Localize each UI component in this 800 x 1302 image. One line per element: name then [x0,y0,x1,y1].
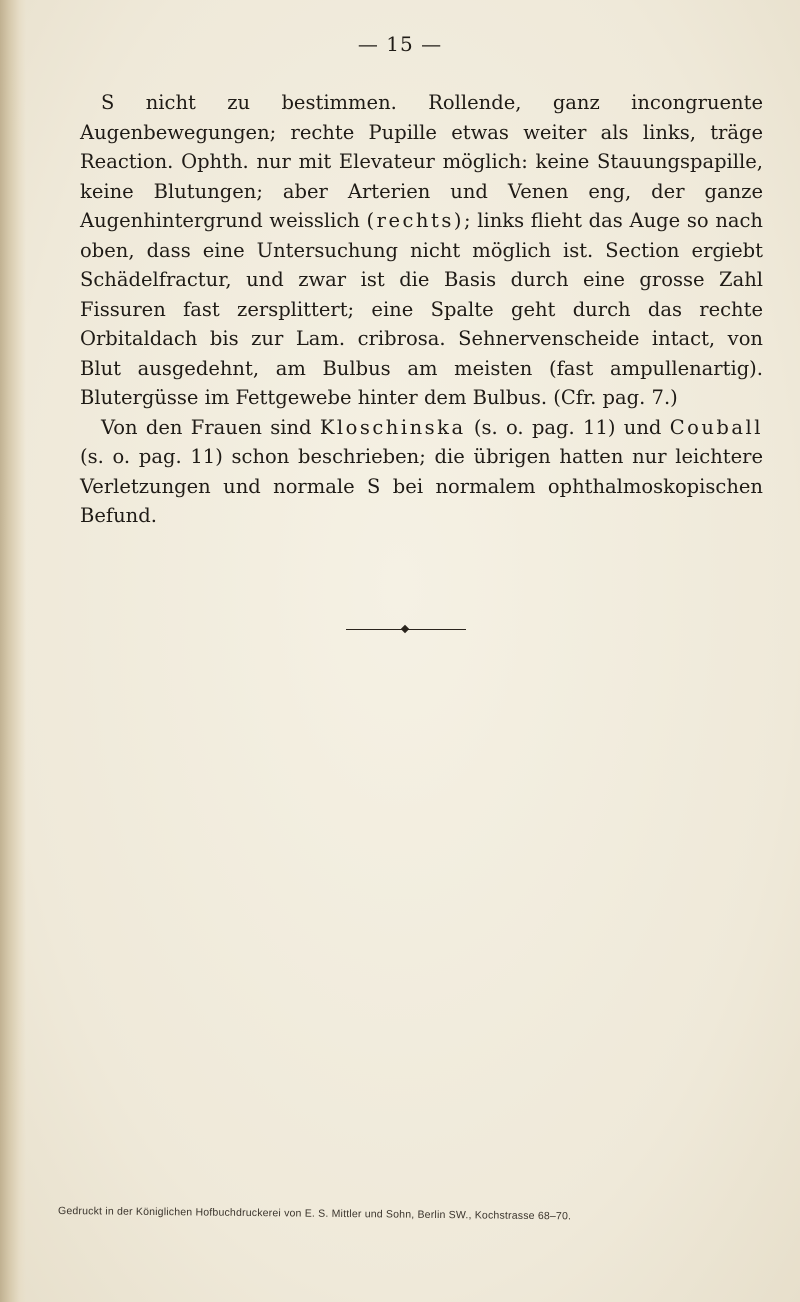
divider-ornament [401,625,409,633]
page-number: — 15 — [357,32,443,56]
paragraph-text: (s. o. pag. 11) und [465,415,670,439]
paragraph-text: Von den Frauen sind [101,415,320,439]
section-divider [346,625,466,635]
printer-imprint: Gedruckt in der Königlichen Hofbuchdruckerei von E. S. Mittler und Sohn, Berlin SW., Kochstrasse 68–70. [57,1205,572,1223]
patient-name: Kloschinska [319,415,466,439]
paragraph-text: (s. o. pag. 11) schon beschrieben; die übrigen hatten nur leichtere Verletzungen und normale S bei normalem ophthalmoskopischen Befund. [80,445,763,527]
paragraph-women [80,413,763,531]
paragraph-text-continued: ; links flieht das Auge so nach oben, dass eine Untersuchung nicht möglich ist. Section ergiebt Schädelfractur, und zwar ist die Basis durch eine grosse Zahl Fissuren fast zersplittert; eine Spalte geht durch das rechte Orbitaldach bis zur Lam. cribrosa. Sehnervenscheide intact, von Blut ausgedehnt, am Bulbus am meisten (fast ampullenartig). Blutergüsse im Fettgewebe hinter dem Bulbus. (Cfr. pag. 7.) [80,209,763,409]
paragraph-case-report [80,88,763,413]
page-binding-edge [0,0,26,1302]
patient-name: Couball [669,415,763,439]
emphasized-word: (rechts) [366,209,464,232]
body-text [80,88,763,531]
paragraph-text: S nicht zu bestimmen. Rollende, ganz incongruente Augenbewegungen; rechte Pupille etwas weiter als links, träge Reaction. Ophth. nur mit Elevateur möglich: keine Stauungspapille, keine Blutungen; aber Arterien und Venen eng, der ganze Augenhintergrund weisslich [80,91,763,232]
